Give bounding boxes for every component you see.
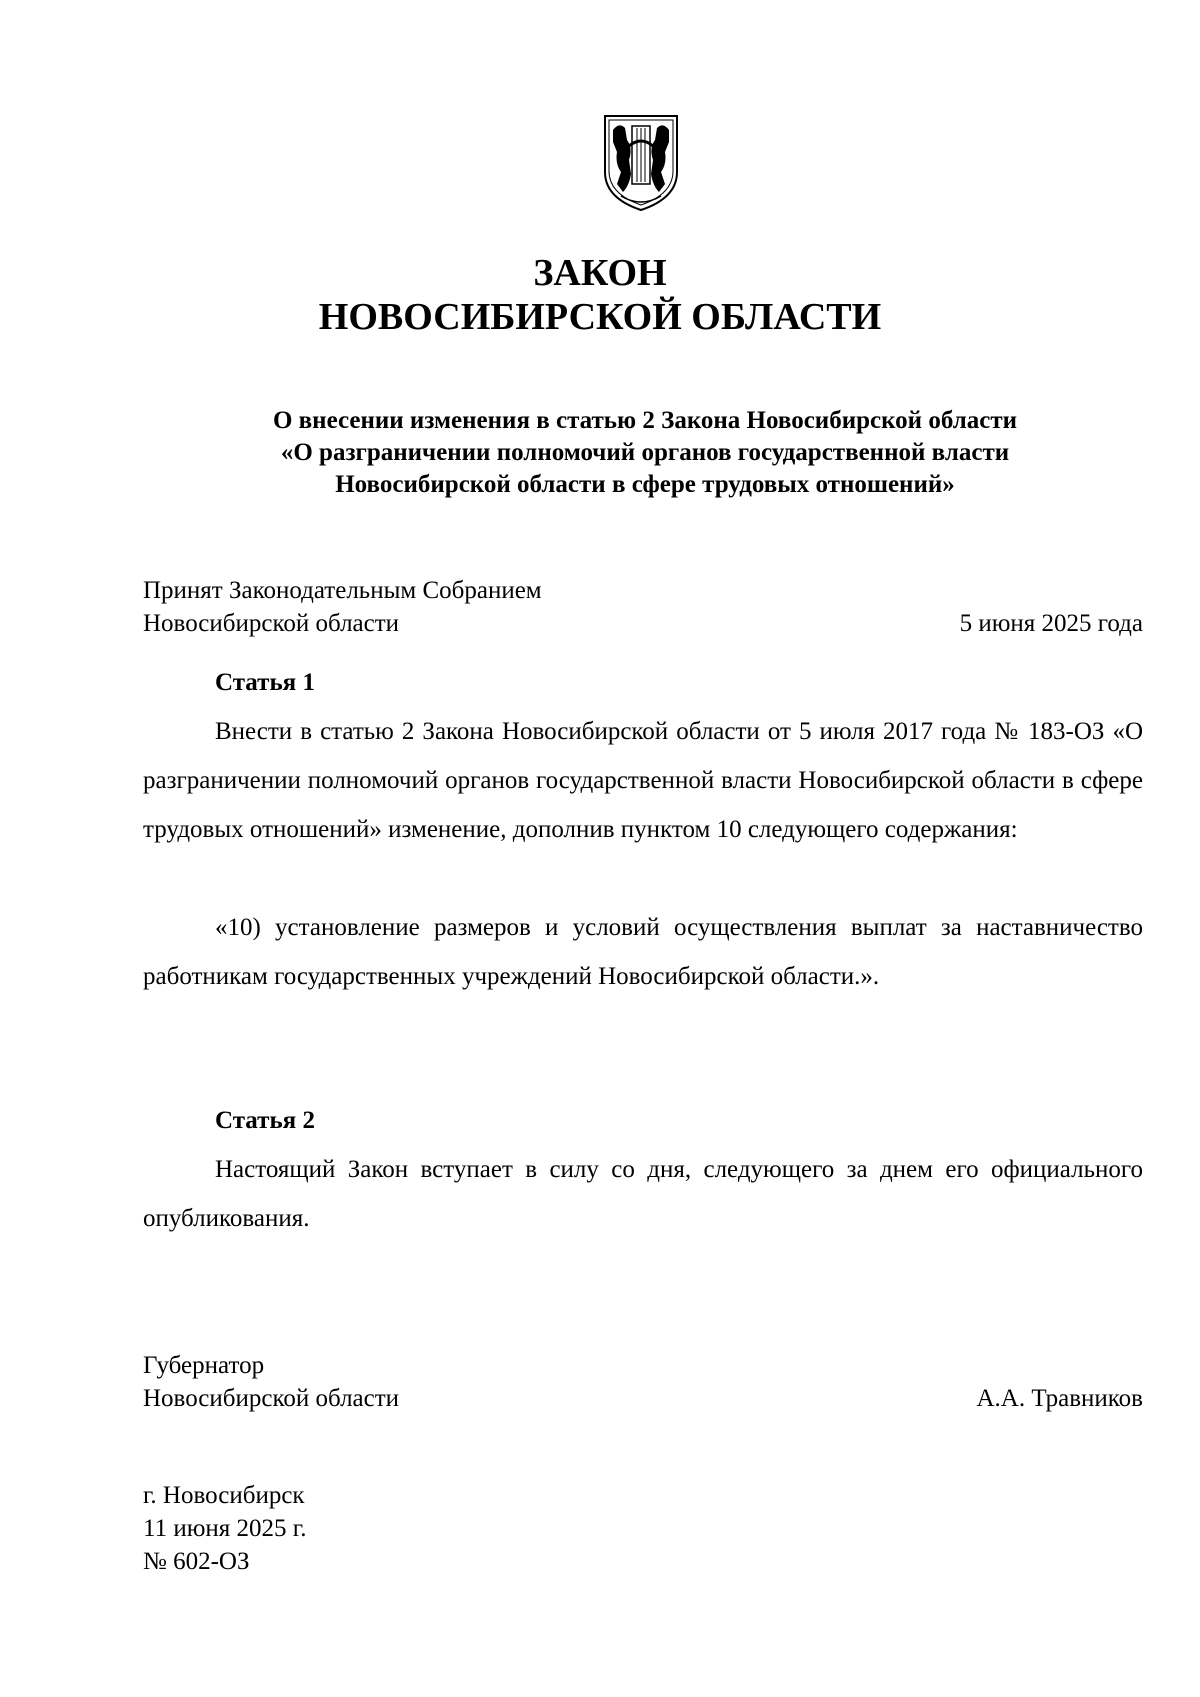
title-line: ЗАКОН — [533, 252, 667, 294]
subtitle-line: О внесении изменения в статью 2 Закона Новосибирской области — [272, 407, 1018, 434]
subtitle-line: «О разграничении полномочий органов государственной власти — [280, 439, 1010, 466]
adoption-block — [143, 574, 1143, 644]
subtitle-line: Новосибирской области в сфере трудовых отношений» — [335, 471, 955, 498]
article1-paragraph: Внести в статью 2 Закона Новосибирской области от 5 июля 2017 года № 183-ОЗ «О разграничении полномочий органов государственной власти Новосибирской области в сфере трудовых отношений» изменение, дополнив пунктом 10 следующего содержания: — [143, 718, 1143, 843]
coat-of-arms-icon — [599, 112, 683, 214]
adoption-label — [143, 574, 542, 640]
signature-block — [143, 1349, 1143, 1419]
document-title — [0, 251, 1200, 339]
article1-heading: Статья 1 — [215, 669, 315, 696]
adoption-line: Новосибирской области — [143, 610, 400, 637]
article1-quoted-item: «10) установление размеров и условий осуществления выплат за наставничество работникам государственных учреждений Новосибирской области.». — [143, 914, 1143, 990]
signature-line: Новосибирской области — [143, 1385, 400, 1412]
signatory-name: А.А. Травников — [976, 1385, 1143, 1412]
adoption-line: Принят Законодательным Собранием — [143, 577, 542, 604]
article2-heading: Статья 2 — [215, 1107, 315, 1134]
footer-block — [143, 1479, 306, 1578]
article2-paragraph: Настоящий Закон вступает в силу со дня, следующего за днем его официального опубликования. — [143, 1156, 1143, 1232]
document-subtitle — [130, 405, 1160, 501]
footer-city: г. Новосибирск — [143, 1482, 305, 1509]
signature-line: Губернатор — [143, 1352, 265, 1379]
signature-title — [143, 1349, 399, 1415]
footer-number: № 602-ОЗ — [143, 1548, 250, 1575]
footer-date: 11 июня 2025 г. — [143, 1515, 307, 1542]
adoption-date: 5 июня 2025 года — [959, 610, 1143, 637]
title-line: НОВОСИБИРСКОЙ ОБЛАСТИ — [318, 296, 882, 338]
